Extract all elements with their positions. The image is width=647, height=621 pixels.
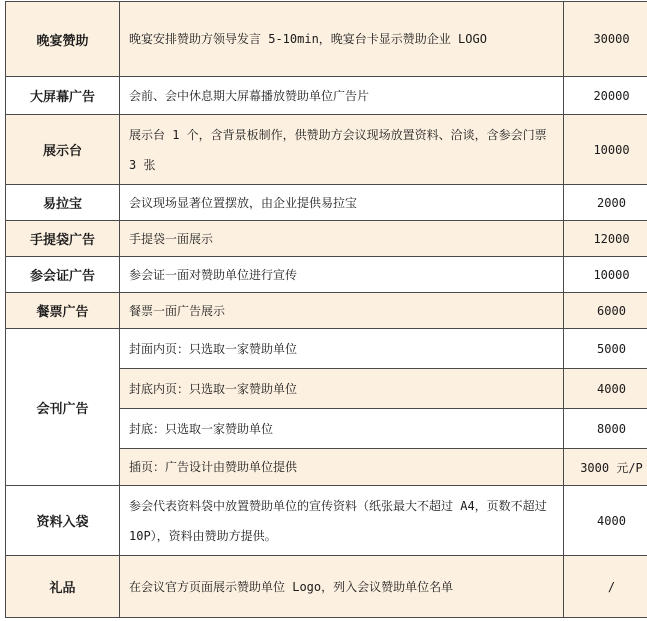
item-description: 插页：广告设计由赞助单位提供 [120,449,564,486]
item-description: 展示台 1 个，含背景板制作，供赞助方会议现场放置资料、洽谈，含参会门票 3 张 [120,115,564,185]
item-name: 资料入袋 [6,486,120,556]
item-price: 10000 [564,115,647,185]
item-description: 封面内页：只选取一家赞助单位 [120,329,564,369]
item-name: 餐票广告 [6,293,120,329]
table-row [6,2,647,77]
item-price: 8000 [564,409,647,449]
table-row [6,77,647,115]
item-price: 30000 [564,2,647,77]
item-name: 礼品 [6,556,120,618]
item-name: 参会证广告 [6,257,120,293]
table-row [6,486,647,556]
item-price: 4000 [564,369,647,409]
item-price: 10000 [564,257,647,293]
item-description: 会前、会中休息期大屏幕播放赞助单位广告片 [120,77,564,115]
item-description: 参会证一面对赞助单位进行宣传 [120,257,564,293]
item-description: 封底内页：只选取一家赞助单位 [120,369,564,409]
table-row [6,185,647,221]
item-name: 展示台 [6,115,120,185]
item-name: 会刊广告 [6,329,120,486]
item-description: 会议现场显著位置摆放，由企业提供易拉宝 [120,185,564,221]
item-price: 5000 [564,329,647,369]
item-price: 4000 [564,486,647,556]
table-row [6,115,647,185]
table-row [6,556,647,618]
item-description: 餐票一面广告展示 [120,293,564,329]
item-price: 6000 [564,293,647,329]
table-row [6,293,647,329]
item-price: 20000 [564,77,647,115]
item-name: 晚宴赞助 [6,2,120,77]
item-description: 晚宴安排赞助方领导发言 5-10min，晚宴台卡显示赞助企业 LOGO [120,2,564,77]
sponsorship-table [5,1,647,618]
item-name: 易拉宝 [6,185,120,221]
item-price: 12000 [564,221,647,257]
item-price: 2000 [564,185,647,221]
item-description: 参会代表资料袋中放置赞助单位的宣传资料（纸张最大不超过 A4，页数不超过 10P），资料由赞助方提供。 [120,486,564,556]
table-row [6,329,647,369]
item-description: 封底：只选取一家赞助单位 [120,409,564,449]
table-row [6,221,647,257]
item-price: 3000 元/P [564,449,647,486]
item-name: 手提袋广告 [6,221,120,257]
item-price: / [564,556,647,618]
table-row [6,257,647,293]
item-description: 在会议官方页面展示赞助单位 Logo，列入会议赞助单位名单 [120,556,564,618]
item-name: 大屏幕广告 [6,77,120,115]
item-description: 手提袋一面展示 [120,221,564,257]
